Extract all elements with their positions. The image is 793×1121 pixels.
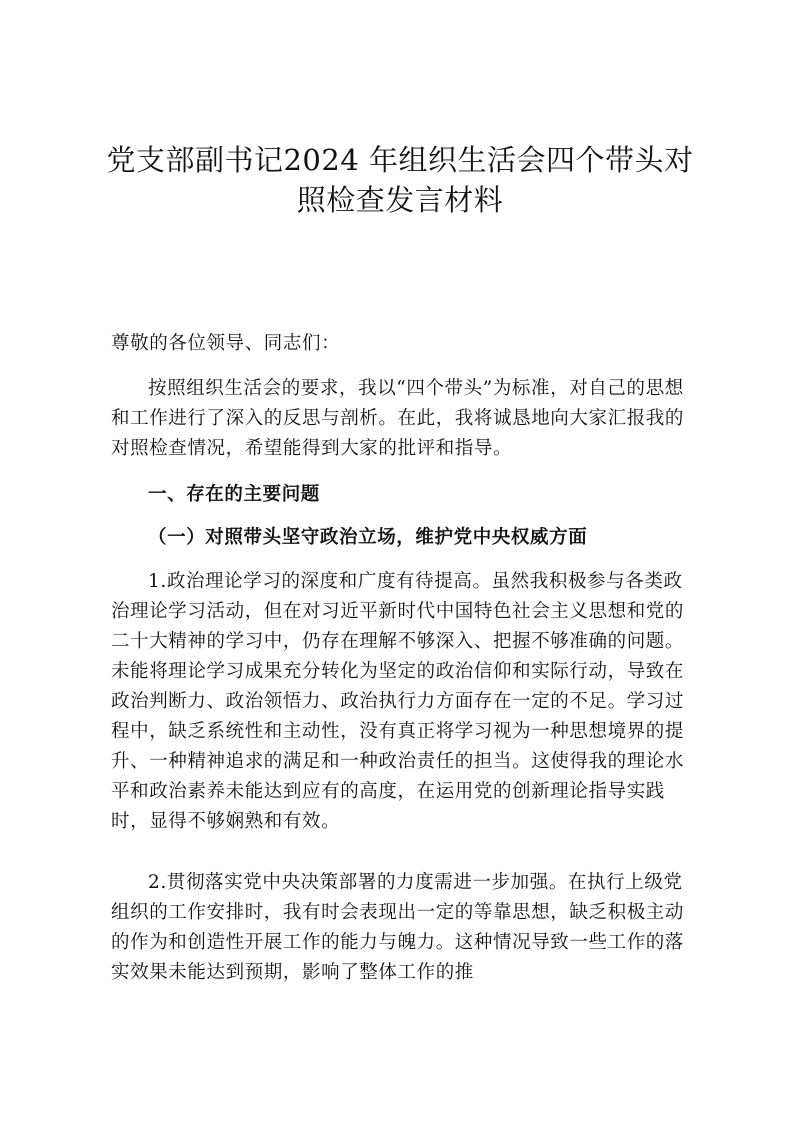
- body-paragraph-1: 1.政治理论学习的深度和广度有待提高。虽然我积极参与各类政治理论学习活动，但在对习近平新时代中国特色社会主义思想和党的二十大精神的学习中，仍存在理解不够深入、把握不够准确的问题。未能将理论学习成果充分转化为坚定的政治信仰和实际行动，导致在政治判断力、政治领悟力、政治执行力方面存在一定的不足。学习过程中，缺乏系统性和主动性，没有真正将学习视为一种思想境界的提升、一种精神追求的满足和一种政治责任的担当。这使得我的理论水平和政治素养未能达到应有的高度，在运用党的创新理论指导实践时，显得不够娴熟和有效。: [111, 571, 685, 832]
- body-paragraph-2: 2.贯彻落实党中央决策部署的力度需进一步加强。在执行上级党组织的工作安排时，我有时会表现出一定的等靠思想，缺乏积极主动的作为和创造性开展工作的能力与魄力。这种情况导致一些工作的落实效果未能达到预期，影响了整体工作的推: [111, 872, 685, 983]
- intro-paragraph: 按照组织生活会的要求，我以“四个带头”为标准，对自己的思想和工作进行了深入的反思与剖析。在此，我将诚恳地向大家汇报我的对照检查情况，希望能得到大家的批评和指导。: [111, 378, 685, 459]
- document-title: 党支部副书记2024 年组织生活会四个带头对照检查发言材料: [106, 143, 694, 217]
- subsection-heading: （一）对照带头坚守政治立场，维护党中央权威方面: [148, 527, 588, 548]
- salutation: 尊敬的各位领导、同志们：: [111, 333, 341, 354]
- section-heading: 一、存在的主要问题: [148, 484, 320, 505]
